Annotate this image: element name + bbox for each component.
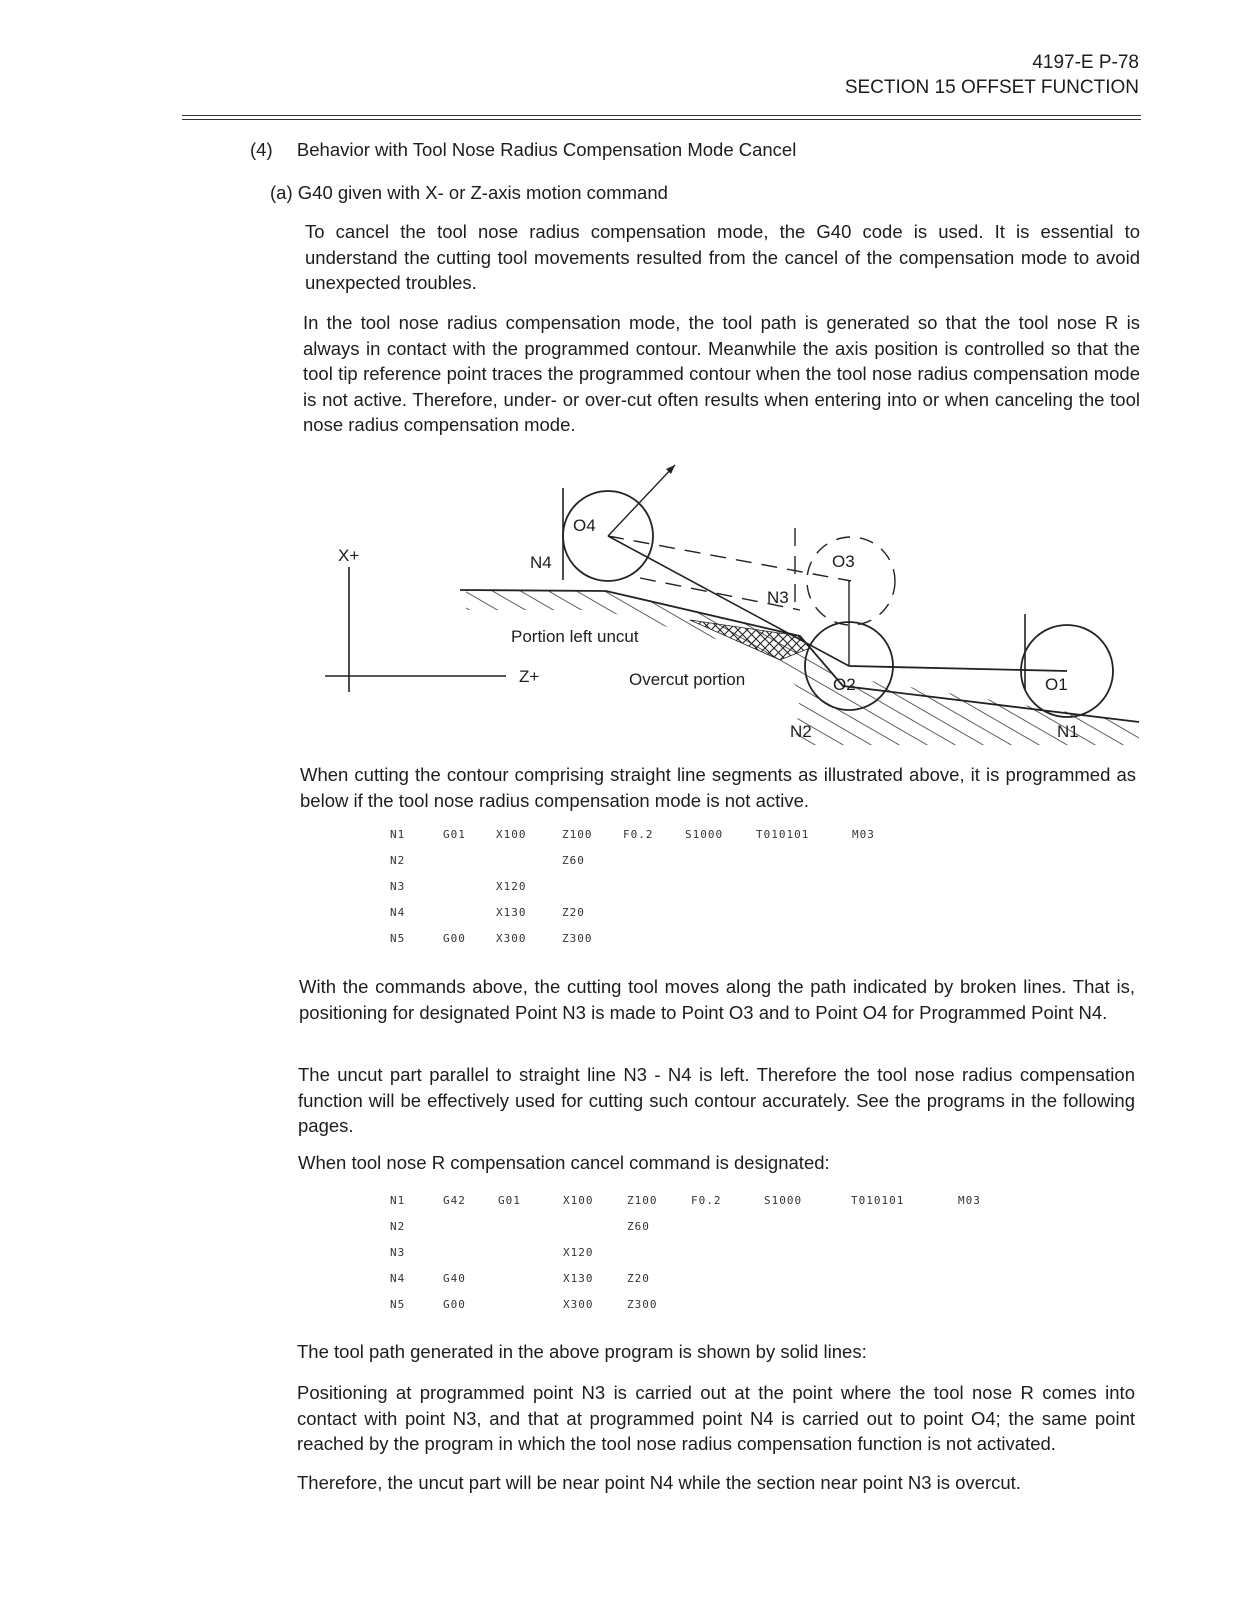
page-number: 4197-E P-78 [1032,52,1139,73]
f-word: F0.2 [691,1194,722,1207]
z-word: Z100 [627,1194,658,1207]
block-number: N5 [390,1298,406,1311]
x-axis-label: X+ [338,546,360,565]
m-word: M03 [958,1194,981,1207]
block-number: N5 [390,932,406,945]
n4-label: N4 [530,553,552,572]
block-number: N4 [390,906,406,919]
paragraph-7: The tool path generated in the above program is shown by solid lines: [297,1341,867,1362]
paragraph-9: Therefore, the uncut part will be near point N4 while the section near point N3 is overcut. [297,1472,1021,1493]
block-number: N2 [390,854,406,867]
x-word: X130 [563,1272,594,1285]
section-number: (4) [250,139,273,160]
section-title: SECTION 15 OFFSET FUNCTION [844,77,1139,98]
x-word: X100 [563,1194,594,1207]
x-word: X120 [496,880,527,893]
n1-label: N1 [1057,722,1079,741]
overcut-portion-label: Overcut portion [629,670,746,689]
z-axis-label: Z+ [519,667,540,686]
o1-label: O1 [1045,675,1068,694]
x-word: X130 [496,906,527,919]
z-word: Z60 [562,854,585,867]
subsection-label: (a) [270,182,293,203]
g-code: G01 [443,828,466,841]
z-word: Z300 [562,932,593,945]
x-word: X300 [563,1298,594,1311]
f-word: F0.2 [623,828,654,841]
x-word: X120 [563,1246,594,1259]
g-code: G42 [443,1194,466,1207]
paragraph-4: With the commands above, the cutting tool moves along the path indicated by broken lines. That is, positioning for designated Point N3 is made to Point O3 and to Point O4 for Programmed Point N4. [299,976,1135,1023]
z-word: Z60 [627,1220,650,1233]
paragraph-5: The uncut part parallel to straight line N3 - N4 is left. Therefore the tool nose radius compensation function will be effectively used for cutting such contour accurately. See the programs in the following pages. [298,1064,1135,1136]
block-number: N3 [390,1246,406,1259]
uncut-portion-label: Portion left uncut [511,627,639,646]
block-number: N2 [390,1220,406,1233]
axis-lines [325,567,506,692]
block-number: N3 [390,880,406,893]
block-number: N1 [390,828,406,841]
o4-label: O4 [573,516,596,535]
s-word: S1000 [764,1194,803,1207]
t-word: T010101 [851,1194,905,1207]
paragraph-2: In the tool nose radius compensation mode, the tool path is generated so that the tool nose R is always in contact with the programmed contour. Meanwhile the axis position is controlled so that the tool tip reference point traces the programmed contour when the tool nose radius compensation mode is not active. Therefore, under- or over-cut often results when entering into or when canceling the tool nose radius compensation mode. [303,312,1140,435]
block-number: N1 [390,1194,406,1207]
block-number: N4 [390,1272,406,1285]
paragraph-8: Positioning at programmed point N3 is carried out at the point where the tool nose R comes into contact with point N3, and that at programmed point N4 is carried out to point O4; the same point reached by the program in which the tool nose radius compensation function is not activated. [297,1382,1135,1454]
paragraph-6: When tool nose R compensation cancel command is designated: [298,1152,830,1173]
s-word: S1000 [685,828,724,841]
n3-label: N3 [767,588,789,607]
z-word: Z20 [627,1272,650,1285]
n2-label: N2 [790,722,812,741]
m-word: M03 [852,828,875,841]
z-word: Z300 [627,1298,658,1311]
x-word: X100 [496,828,527,841]
z-word: Z20 [562,906,585,919]
z-word: Z100 [562,828,593,841]
g-code: G40 [443,1272,466,1285]
subsection-heading-text: G40 given with X- or Z-axis motion command [297,182,668,203]
x-word: X300 [496,932,527,945]
g-code: G00 [443,1298,466,1311]
paragraph-1: To cancel the tool nose radius compensation mode, the G40 code is used. It is essential to understand the cutting tool movements resulted from the cancel of the compensation mode to avoid unexpected troubles. [305,221,1140,293]
o2-label: O2 [833,675,856,694]
g-code: G00 [443,932,466,945]
g-code: G01 [498,1194,521,1207]
paragraph-3: When cutting the contour comprising straight line segments as illustrated above, it is programmed as below if the tool nose radius compensation mode is not active. [300,764,1136,811]
t-word: T010101 [756,828,810,841]
section-heading-text: Behavior with Tool Nose Radius Compensation Mode Cancel [296,139,797,160]
o3-label: O3 [832,552,855,571]
